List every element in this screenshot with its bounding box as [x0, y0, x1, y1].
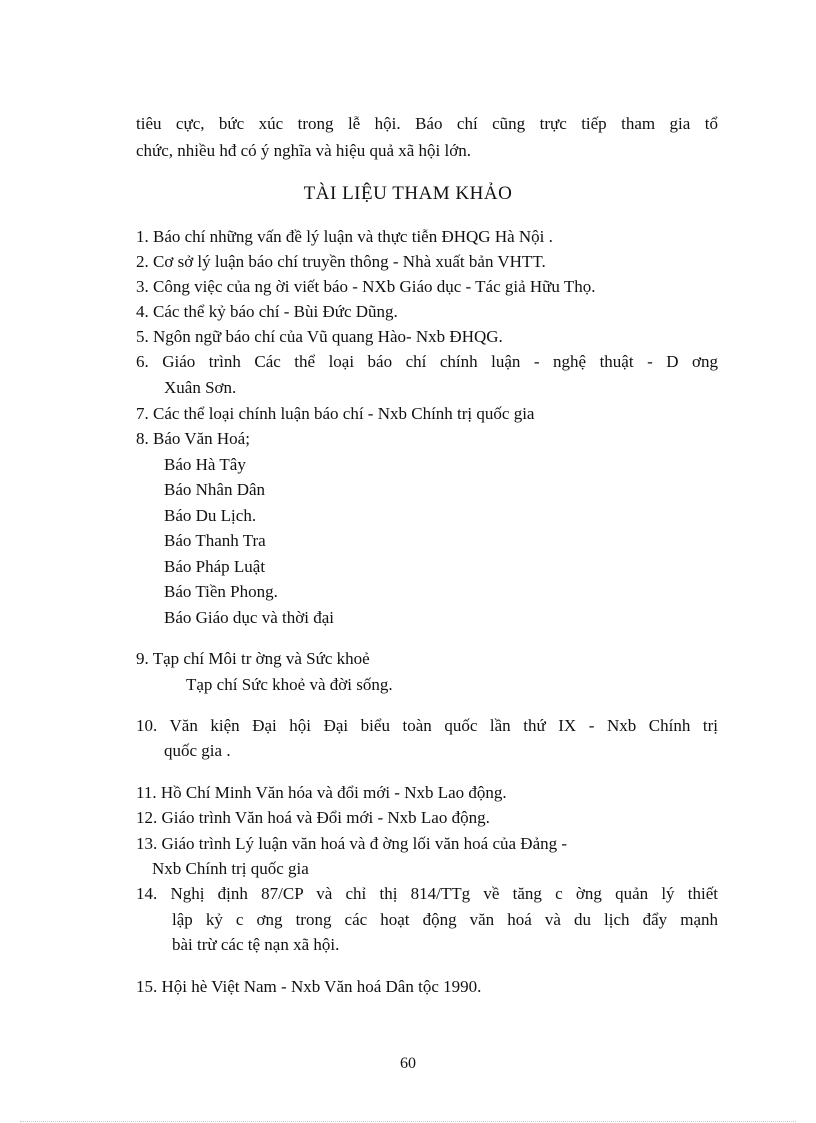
- intro-line-2: chức, nhiều hđ có ý nghĩa và hiệu quả xã hội lớn.: [136, 141, 471, 160]
- reference-10: 10. Văn kiện Đại hội Đại biểu toàn quốc lần thứ IX - Nxb Chính trị: [136, 716, 718, 735]
- reference-8: 8. Báo Văn Hoá;: [136, 429, 250, 448]
- reference-2: 2. Cơ sở lý luận báo chí truyền thông - Nhà xuất bản VHTT.: [136, 252, 546, 271]
- reference-15: 15. Hội hè Việt Nam - Nxb Văn hoá Dân tộc 1990.: [136, 977, 482, 996]
- reference-13-cont: Nxb Chính trị quốc gia: [152, 859, 309, 878]
- intro-paragraph: [136, 110, 718, 164]
- reference-9-cont: Tạp chí Sức khoẻ và đời sống.: [186, 675, 393, 694]
- references-title: TÀI LIỆU THAM KHẢO: [303, 183, 513, 204]
- reference-14: 14. Nghị định 87/CP và chỉ thị 814/TTg về tăng c ờng quản lý thiết: [136, 884, 718, 903]
- reference-8-item: Báo Giáo dục và thời đại: [164, 608, 334, 627]
- reference-8-item: Báo Nhân Dân: [164, 480, 266, 499]
- reference-4: 4. Các thể kỷ báo chí - Bùi Đức Dũng.: [136, 302, 398, 321]
- reference-1: 1. Báo chí những vấn đề lý luận và thực tiễn ĐHQG Hà Nội .: [136, 227, 553, 246]
- page-number: 60: [400, 1055, 416, 1072]
- reference-8-item: Báo Hà Tây: [164, 455, 246, 474]
- reference-14-cont: bài trừ các tệ nạn xã hội.: [172, 935, 340, 954]
- reference-7: 7. Các thể loại chính luận báo chí - Nxb Chính trị quốc gia: [136, 404, 535, 423]
- reference-11: 11. Hồ Chí Minh Văn hóa và đổi mới - Nxb Lao động.: [136, 783, 507, 802]
- reference-9: 9. Tạp chí Môi tr ờng và Sức khoẻ: [136, 649, 370, 668]
- bottom-dotted-rule: [20, 1121, 796, 1122]
- reference-3: 3. Công việc của ng ời viết báo - NXb Giáo dục - Tác giả Hữu Thọ.: [136, 277, 596, 296]
- reference-8-item: Báo Tiền Phong.: [164, 582, 278, 601]
- reference-5: 5. Ngôn ngữ báo chí của Vũ quang Hào- Nxb ĐHQG.: [136, 327, 503, 346]
- reference-14-cont: lập kỷ c ơng trong các hoạt động văn hoá và du lịch đẩy mạnh: [172, 910, 718, 929]
- reference-8-item: Báo Thanh Tra: [164, 531, 266, 550]
- reference-6-cont: Xuân Sơn.: [164, 378, 237, 397]
- reference-8-item: Báo Pháp Luật: [164, 557, 266, 576]
- reference-6: 6. Giáo trình Các thể loại báo chí chính luận - nghệ thuật - D ơng: [136, 352, 718, 371]
- reference-13: 13. Giáo trình Lý luận văn hoá và đ ờng lối văn hoá của Đảng -: [136, 834, 568, 853]
- reference-8-item: Báo Du Lịch.: [164, 506, 257, 525]
- reference-10-cont: quốc gia .: [164, 741, 231, 760]
- intro-line-1: tiêu cực, bức xúc trong lễ hội. Báo chí cũng trực tiếp tham gia tổ: [136, 114, 718, 133]
- reference-12: 12. Giáo trình Văn hoá và Đổi mới - Nxb Lao động.: [136, 808, 490, 827]
